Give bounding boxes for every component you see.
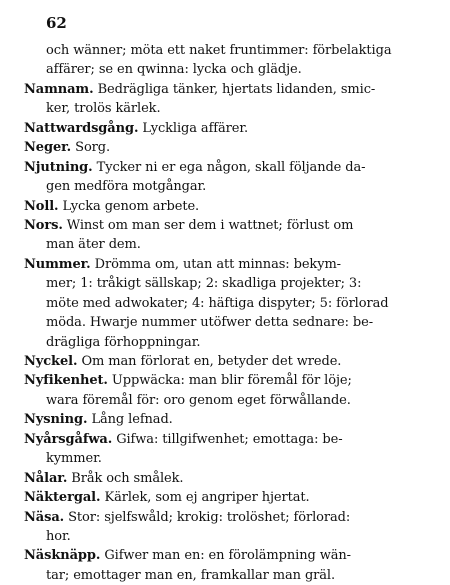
- entry-line: [24, 546, 436, 565]
- entry-text: Gifwa: tillgifwenhet; emottaga: be-: [112, 431, 343, 447]
- entry-headword: Nysning.: [24, 412, 88, 428]
- entry-line: [24, 488, 436, 507]
- entry-text: Om man förlorat en, betyder det wrede.: [77, 354, 342, 369]
- entry-text: Bedrägliga tänker, hjertats lidanden, smic-: [93, 81, 376, 97]
- entry-text: hor.: [46, 528, 71, 544]
- entry-text: man äter dem.: [46, 237, 141, 253]
- entry-headword: Nyckel.: [24, 354, 78, 369]
- entry-line: [24, 197, 436, 216]
- continuation-line: [24, 313, 436, 332]
- entry-headword: Nyfikenhet.: [24, 373, 108, 389]
- entry-headword: Noll.: [24, 198, 59, 214]
- continuation-line: [24, 566, 436, 585]
- entry-text: gen medföra motgångar.: [46, 179, 207, 195]
- continuation-line: [24, 235, 436, 254]
- entry-text: drägliga förhoppningar.: [46, 334, 201, 350]
- entry-text: mer; 1: tråkigt sällskap; 2: skadliga projekter; 3:: [46, 276, 362, 292]
- entry-text: ker, trolös kärlek.: [46, 101, 161, 117]
- page-number: 62: [46, 14, 67, 32]
- entry-headword: Näktergal.: [24, 490, 101, 506]
- entry-headword: Neger.: [24, 140, 72, 156]
- entry-line: [24, 255, 436, 274]
- entry-line: [24, 80, 436, 99]
- entry-headword: Nummer.: [24, 256, 91, 272]
- continuation-line: [24, 391, 436, 410]
- entry-text: möda. Hwarje nummer utöfwer detta sednare: be-: [46, 315, 374, 331]
- entry-text: Tycker ni er ega någon, skall följande da-: [92, 159, 366, 175]
- continuation-line: [24, 60, 436, 79]
- entry-line: [24, 508, 436, 527]
- entry-headword: Nattwardsgång.: [24, 120, 139, 136]
- entry-line: [24, 119, 436, 138]
- entry-line: [24, 430, 436, 449]
- continuation-line: [24, 527, 436, 546]
- dictionary-text: [24, 41, 436, 585]
- entry-text: wara föremål för: oro genom eget förwållande.: [46, 392, 351, 408]
- entry-text: Kärlek, som ej angriper hjertat.: [100, 490, 310, 506]
- entry-text: Lyckliga affärer.: [138, 120, 249, 136]
- entry-line: [24, 158, 436, 177]
- entry-text: Drömma om, utan att minnas: bekym-: [90, 256, 341, 272]
- entry-text: tar; emottager man en, framkallar man gräl.: [46, 567, 336, 583]
- entry-line: [24, 138, 436, 157]
- entry-text: Gifwer man en: en förolämpning wän-: [100, 548, 351, 564]
- entry-line: [24, 371, 436, 390]
- continuation-line: [24, 177, 436, 196]
- entry-headword: Njutning.: [24, 159, 93, 175]
- entry-headword: Näsa.: [24, 509, 65, 525]
- entry-headword: Namnam.: [24, 81, 94, 97]
- continuation-line: [24, 333, 436, 352]
- entry-headword: Nålar.: [24, 470, 68, 486]
- continuation-line: [24, 274, 436, 293]
- entry-text: Sorg.: [71, 140, 111, 156]
- continuation-line: [24, 41, 436, 60]
- entry-text: Uppwäcka: man blir föremål för löje;: [107, 373, 352, 389]
- entry-text: och wänner; möta ett naket fruntimmer: förbelaktiga: [46, 43, 392, 58]
- entry-text: affärer; se en qwinna: lycka och glädje.: [46, 62, 302, 78]
- entry-text: Winst om man ser dem i wattnet; förlust om: [62, 217, 354, 233]
- entry-line: [24, 469, 436, 488]
- entry-headword: Nors.: [24, 217, 63, 233]
- entry-text: Bråk och smålek.: [67, 470, 184, 486]
- entry-text: kymmer.: [46, 451, 102, 467]
- entry-line: [24, 216, 436, 235]
- continuation-line: [24, 294, 436, 313]
- entry-headword: Näsknäpp.: [24, 548, 101, 564]
- continuation-line: [24, 99, 436, 118]
- continuation-line: [24, 449, 436, 468]
- entry-text: Lång lefnad.: [87, 412, 173, 428]
- entry-line: [24, 410, 436, 429]
- entry-text: möte med adwokater; 4: häftiga dispyter; 5: förlorad: [46, 295, 389, 311]
- entry-line: [24, 352, 436, 371]
- entry-text: Stor: sjelfswåld; krokig: trolöshet; förlorad:: [64, 509, 351, 525]
- entry-headword: Nyårsgåfwa.: [24, 431, 113, 447]
- entry-text: Lycka genom arbete.: [58, 198, 200, 214]
